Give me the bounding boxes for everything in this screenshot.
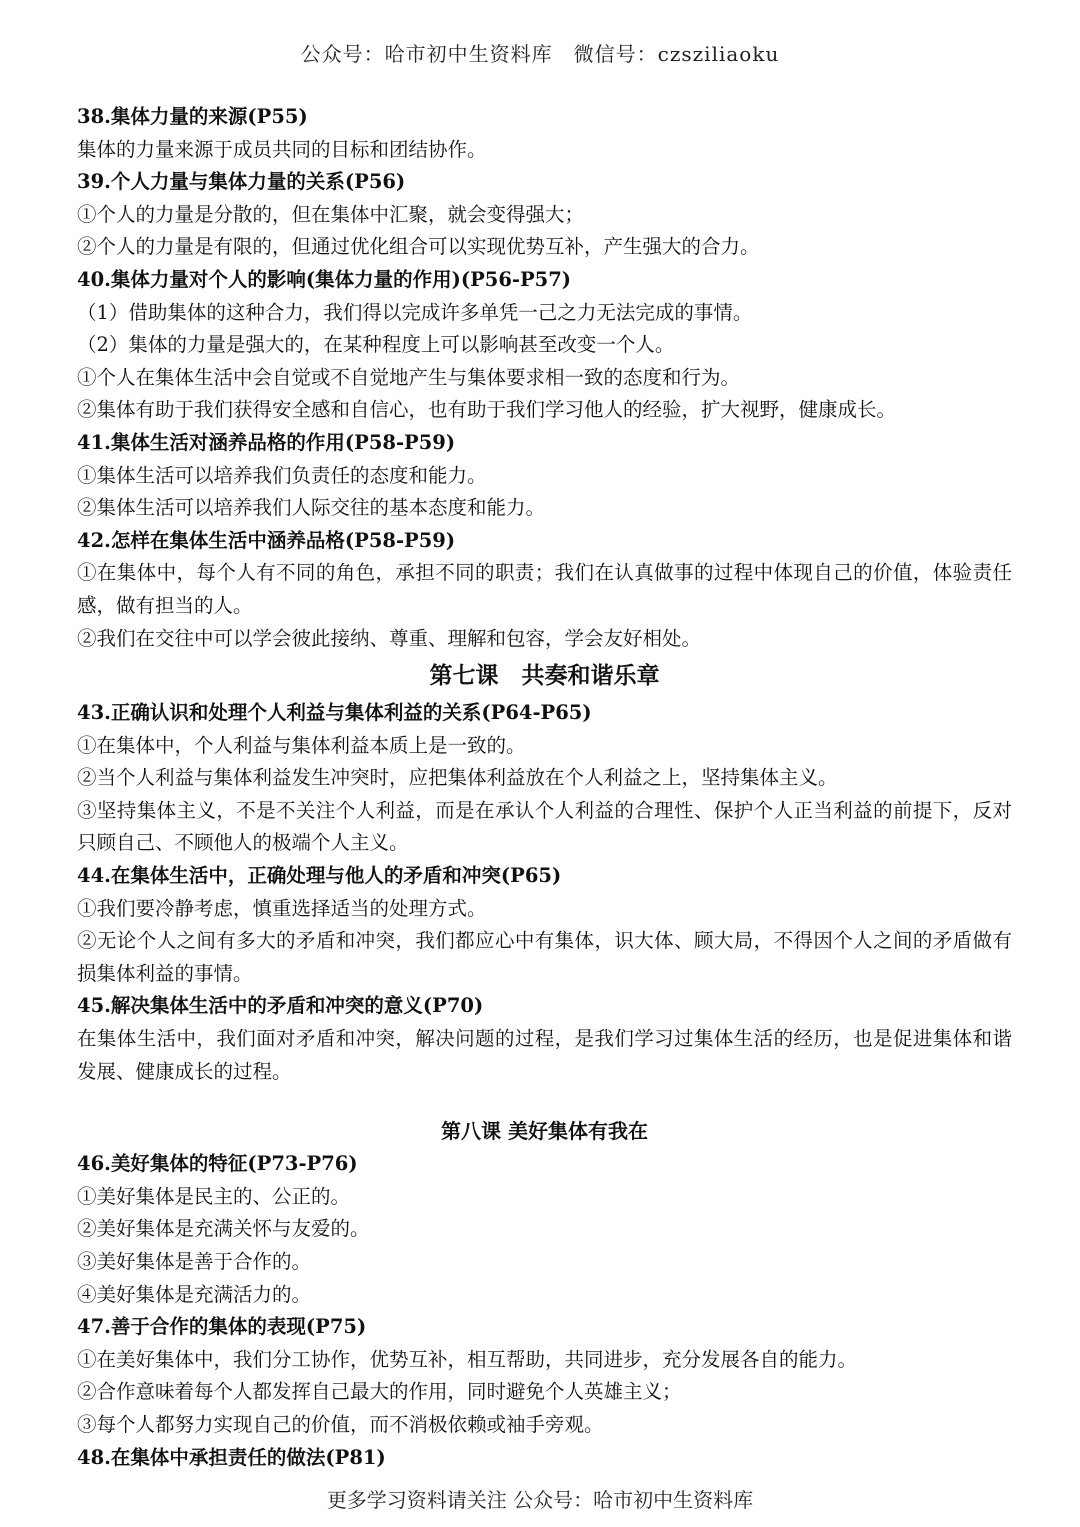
- paragraph: ③美好集体是善于合作的。: [77, 1250, 312, 1273]
- paragraph: ②我们在交往中可以学会彼此接纳、尊重、理解和包容，学会友好相处。: [77, 626, 702, 650]
- paragraph: ①在集体中，个人利益与集体利益本质上是一致的。: [77, 733, 526, 757]
- section-heading: 41.集体生活对涵养品格的作用(P58-P59): [77, 430, 456, 454]
- paragraph: ③每个人都努力实现自己的价值，而不消极依赖或袖手旁观。: [77, 1412, 604, 1436]
- section-heading: 39.个人力量与集体力量的关系(P56): [77, 170, 406, 194]
- chapter-title: 第七课 共奏和谐乐章: [429, 662, 660, 690]
- paragraph: ①个人在集体生活中会自觉或不自觉地产生与集体要求相一致的态度和行为。: [77, 365, 741, 389]
- paragraph: ②无论个人之间有多大的矛盾和冲突，我们都应心中有集体，识大体、顾大局，不得因个人之间的矛盾做有损集体利益的事情。: [77, 929, 1012, 985]
- document-body: [77, 101, 1012, 1474]
- section-gap: [77, 1088, 1012, 1114]
- paragraph: ②当个人利益与集体利益发生冲突时，应把集体利益放在个人利益之上，坚持集体主义。: [77, 766, 838, 790]
- paragraph: ②集体生活可以培养我们人际交往的基本态度和能力。: [77, 496, 546, 520]
- section-heading: 44.在集体生活中，正确处理与他人的矛盾和冲突(P65): [77, 864, 562, 888]
- paragraph: ①在集体中，每个人有不同的角色，承担不同的职责；我们在认真做事的过程中体现自己的价值，体验责任感，做有担当的人。: [77, 561, 1012, 617]
- chapter-title: 第八课 美好集体有我在: [441, 1119, 648, 1144]
- section-heading: 47.善于合作的集体的表现(P75): [77, 1315, 367, 1339]
- section-heading: 48.在集体中承担责任的做法(P81): [77, 1445, 386, 1469]
- paragraph: （1）借助集体的这种合力，我们得以完成许多单凭一己之力无法完成的事情。: [77, 300, 753, 324]
- paragraph: ②美好集体是充满关怀与友爱的。: [77, 1217, 370, 1241]
- page-footer: 更多学习资料请关注 公众号：哈市初中生资料库: [326, 1488, 754, 1512]
- section-heading: 45.解决集体生活中的矛盾和冲突的意义(P70): [77, 994, 484, 1018]
- paragraph: （2）集体的力量是强大的，在某种程度上可以影响甚至改变一个人。: [77, 333, 675, 357]
- section-heading: 38.集体力量的来源(P55): [77, 105, 308, 128]
- paragraph: ②个人的力量是有限的，但通过优化组合可以实现优势互补，产生强大的合力。: [77, 235, 760, 259]
- section-heading: 43.正确认识和处理个人利益与集体利益的关系(P64-P65): [77, 701, 592, 725]
- paragraph: ①在美好集体中，我们分工协作，优势互补，相互帮助，共同进步，充分发展各自的能力。: [77, 1347, 858, 1371]
- paragraph: 集体的力量来源于成员共同的目标和团结协作。: [77, 137, 487, 161]
- paragraph: ①集体生活可以培养我们负责任的态度和能力。: [77, 463, 487, 487]
- paragraph: ③坚持集体主义，不是不关注个人利益，而是在承认个人利益的合理性、保护个人正当利益的前提下，反对只顾自己、不顾他人的极端个人主义。: [77, 798, 1012, 855]
- paragraph: ①个人的力量是分散的，但在集体中汇聚，就会变得强大；: [77, 202, 585, 226]
- paragraph: ④美好集体是充满活力的。: [77, 1282, 312, 1306]
- paragraph: ①美好集体是民主的、公正的。: [77, 1184, 351, 1208]
- section-heading: 42.怎样在集体生活中涵养品格(P58-P59): [77, 528, 456, 552]
- paragraph: 在集体生活中，我们面对矛盾和冲突，解决问题的过程，是我们学习过集体生活的经历，也是促进集体和谐发展、健康成长的过程。: [77, 1027, 1012, 1083]
- paragraph: ②合作意味着每个人都发挥自己最大的作用，同时避免个人英雄主义；: [77, 1380, 682, 1404]
- section-heading: 40.集体力量对个人的影响(集体力量的作用)(P56-P57): [77, 267, 572, 291]
- paragraph: ②集体有助于我们获得安全感和自信心，也有助于我们学习他人的经验，扩大视野，健康成长。: [77, 398, 897, 422]
- paragraph: ①我们要冷静考虑，慎重选择适当的处理方式。: [77, 896, 487, 920]
- page-header: 公众号：哈市初中生资料库 微信号：czsziliaoku: [300, 42, 780, 66]
- section-heading: 46.美好集体的特征(P73-P76): [77, 1152, 358, 1176]
